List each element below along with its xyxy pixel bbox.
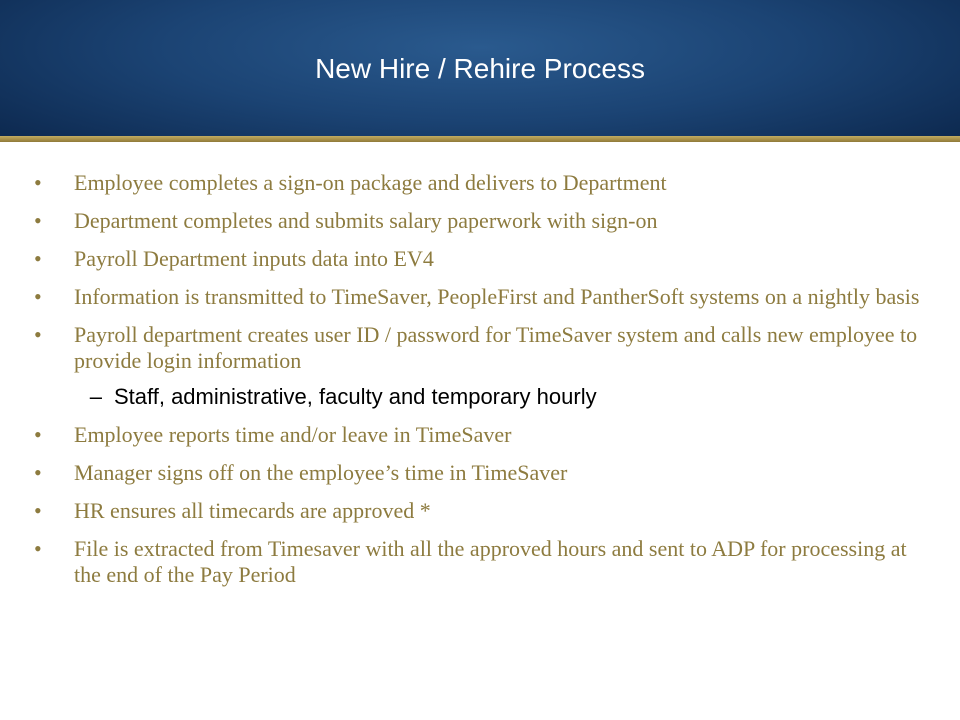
bullet-text: Department completes and submits salary paperwork with sign-on (74, 208, 658, 233)
bullet-item (30, 422, 930, 448)
bullet-marker: • (34, 322, 42, 347)
bullet-item (30, 246, 930, 272)
gold-divider (0, 136, 960, 142)
bullet-marker: • (34, 460, 42, 485)
slide-title: New Hire / Rehire Process (315, 53, 645, 84)
bullet-item (30, 322, 930, 374)
bullet-text: Employee completes a sign-on package and delivers to Department (74, 170, 667, 195)
bullet-marker: • (34, 536, 42, 561)
sub-bullet-text: Staff, administrative, faculty and temporary hourly (114, 384, 597, 409)
bullet-text: Manager signs off on the employee’s time in TimeSaver (74, 460, 568, 485)
bullet-item (30, 170, 930, 196)
bullet-item (30, 460, 930, 486)
bullet-marker: • (34, 498, 42, 523)
bullet-marker: • (34, 284, 42, 309)
bullet-text: Information is transmitted to TimeSaver, PeopleFirst and PantherSoft systems on a nightly basis (74, 284, 920, 309)
bullet-text: HR ensures all timecards are approved * (74, 498, 431, 523)
bullet-marker: • (34, 170, 42, 195)
bullet-item (30, 498, 930, 524)
sub-bullet-item (30, 384, 930, 410)
bullet-text: File is extracted from Timesaver with all the approved hours and sent to ADP for processing at the end of the Pay Period (74, 536, 907, 587)
bullet-marker: • (34, 208, 42, 233)
bullet-text: Payroll Department inputs data into EV4 (74, 246, 434, 271)
bullet-item (30, 284, 930, 310)
bullet-text: Employee reports time and/or leave in TimeSaver (74, 422, 512, 447)
bullet-marker: • (34, 422, 42, 447)
bullet-item (30, 536, 930, 588)
bullet-marker: • (34, 246, 42, 271)
bullet-text: Payroll department creates user ID / password for TimeSaver system and calls new employee to provide login information (74, 322, 918, 373)
sub-bullet-marker: – (89, 384, 102, 409)
bullet-list (30, 170, 930, 600)
bullet-item (30, 208, 930, 234)
